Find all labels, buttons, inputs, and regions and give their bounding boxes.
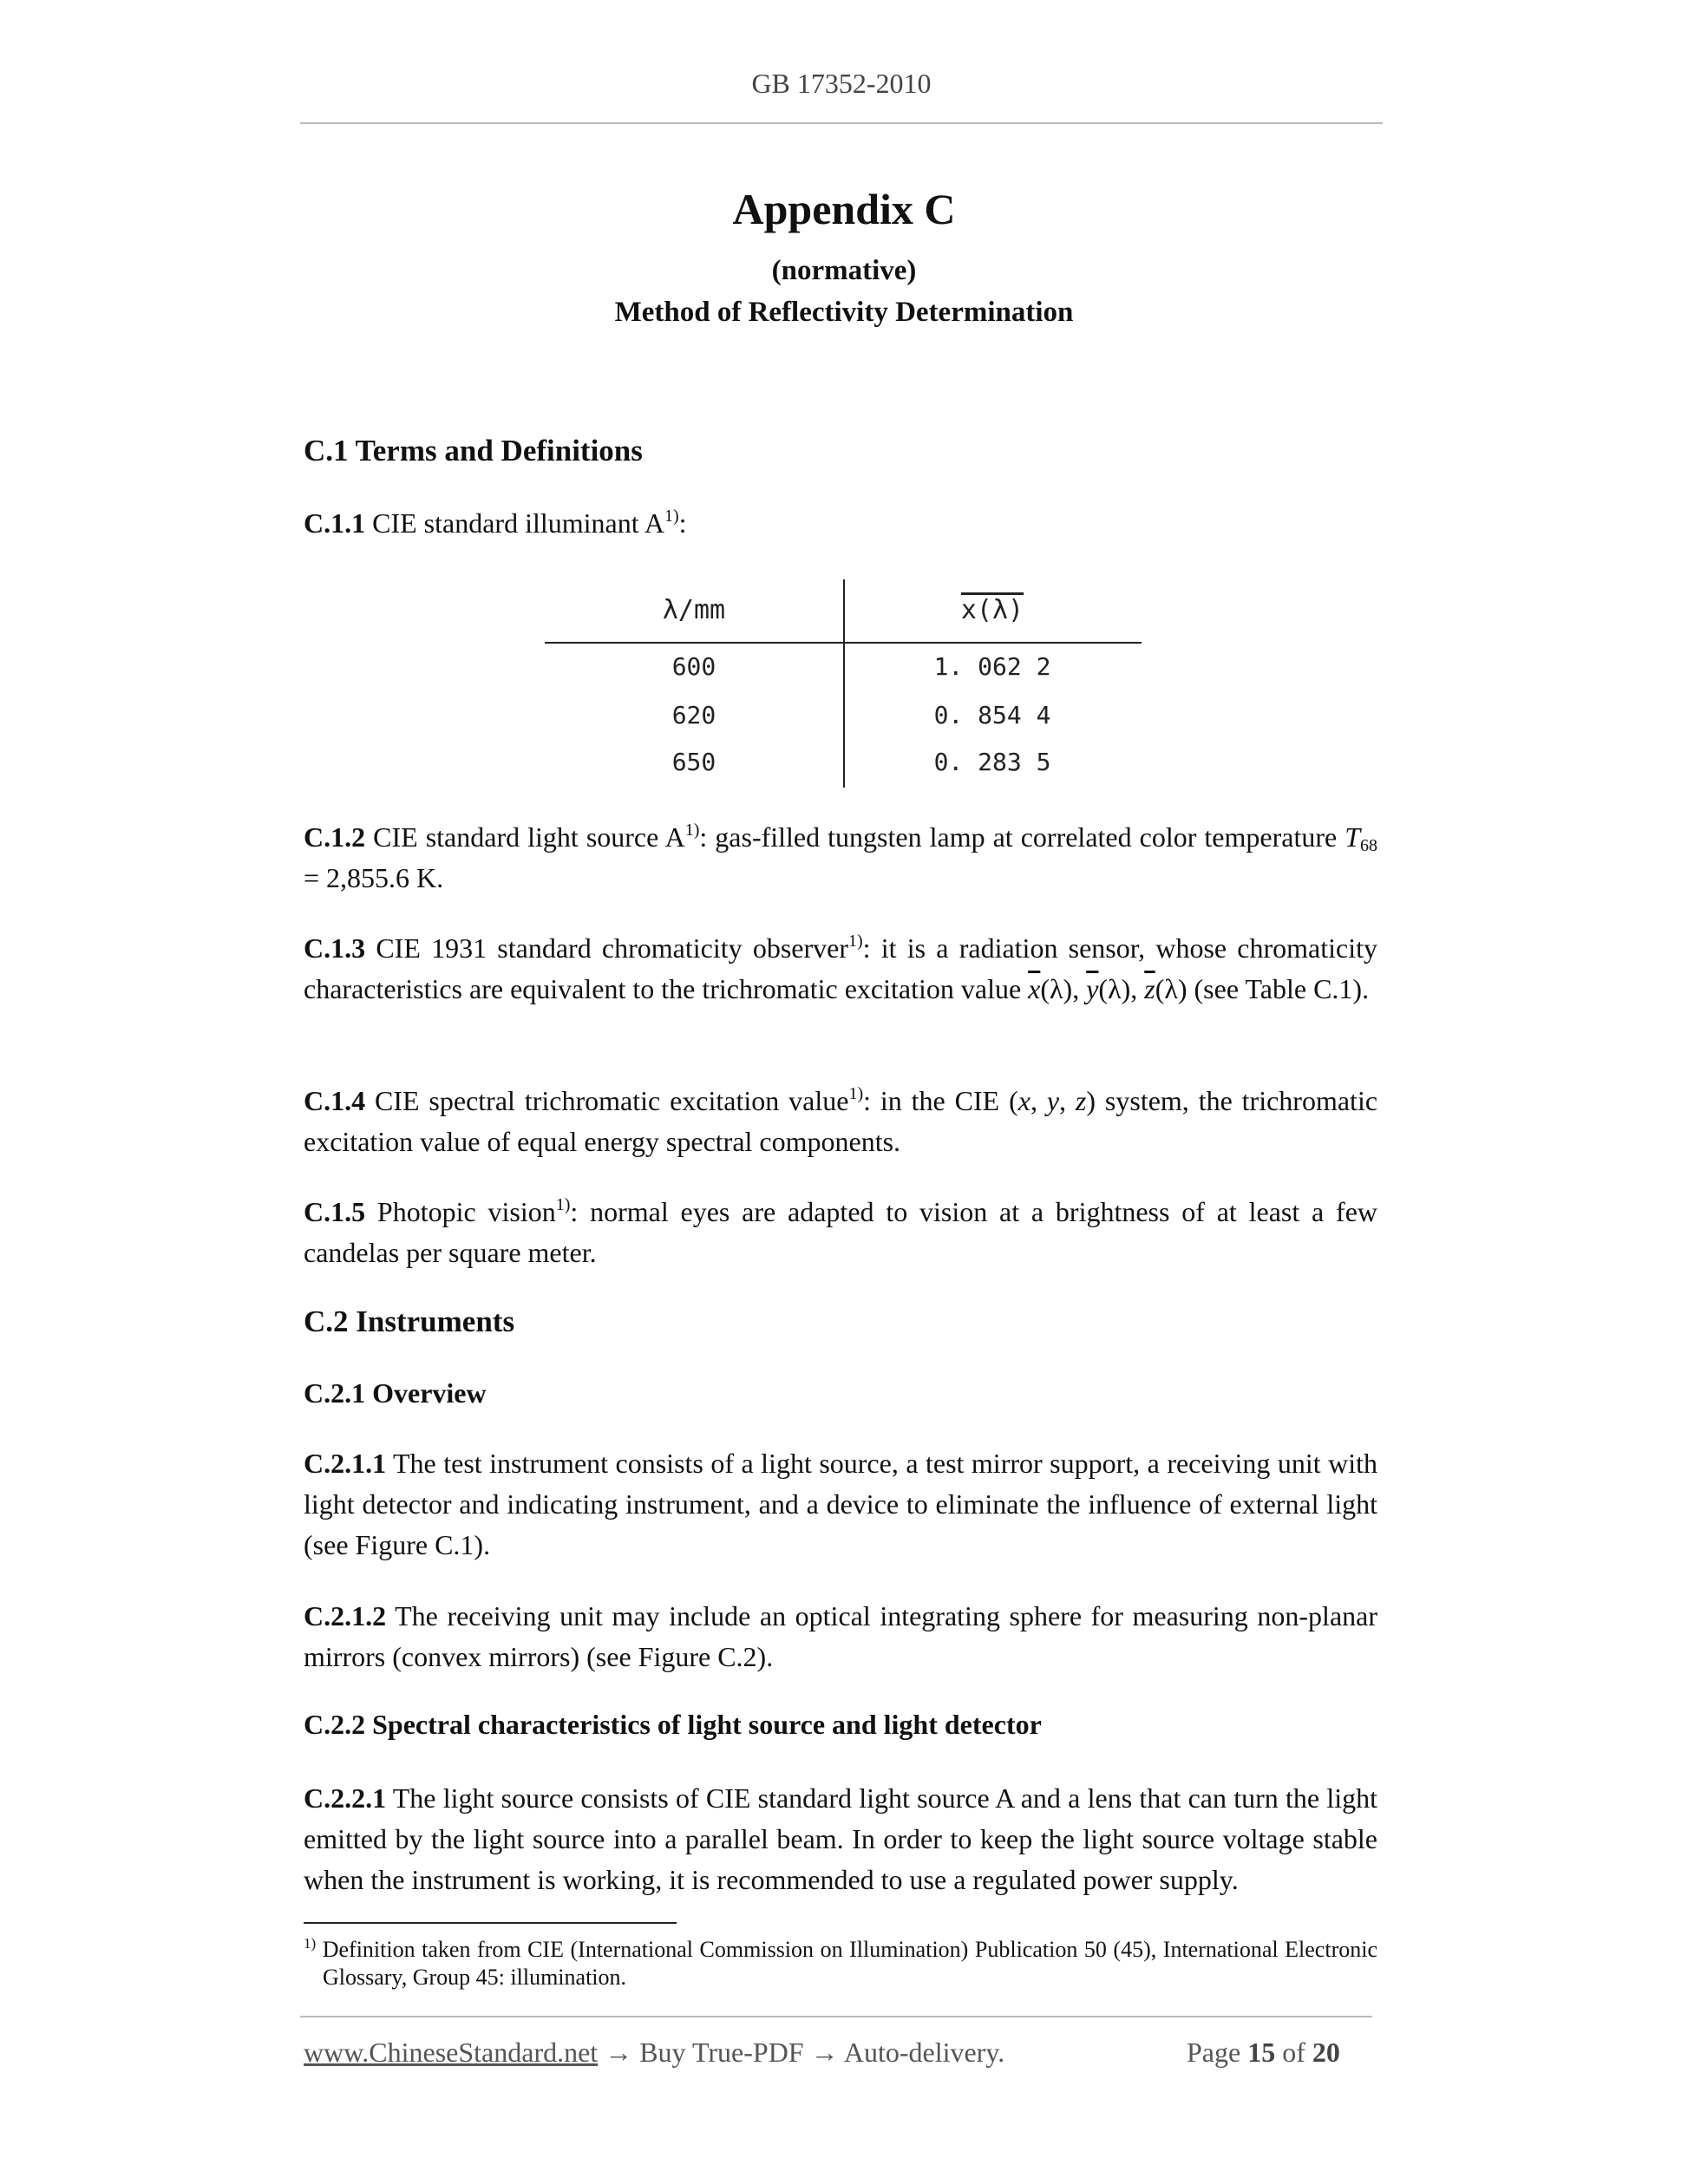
- clause-text: CIE 1931 standard chromaticity observer: [376, 932, 848, 964]
- illuminant-table: [545, 579, 1142, 788]
- table-cell: 0. 854 4: [933, 701, 1051, 729]
- clause-c112: [304, 817, 1377, 899]
- clause-c115: [304, 1192, 1377, 1273]
- table-cell: 650: [671, 748, 716, 776]
- appendix-type: (normative): [771, 255, 917, 286]
- table-cell: 0. 283 5: [933, 748, 1051, 776]
- appendix-title: Appendix C: [732, 185, 956, 233]
- separator: ,: [1072, 973, 1087, 1004]
- clause-c2112: [304, 1596, 1377, 1677]
- footnote-ref: 1): [664, 507, 679, 526]
- footnote-marker: 1): [304, 1935, 317, 1952]
- clause-number: C.1.2: [304, 821, 366, 853]
- header-rule: [300, 122, 1383, 124]
- of-label: of: [1275, 2037, 1312, 2068]
- total-pages: 20: [1312, 2037, 1340, 2068]
- clause-text: The test instrument consists of a light source, a test mirror support, a receiving unit with light detector and indicating instrument, and a device to eliminate the influence of external light (see Figure C.1).: [304, 1448, 1377, 1560]
- table-cell: 1. 062 2: [933, 652, 1051, 681]
- clause-text: : in the CIE (: [863, 1085, 1018, 1116]
- clause-text: ) system, the trichromatic excitation value of equal energy spectral components.: [304, 1085, 1378, 1157]
- variable-t: T: [1345, 821, 1361, 853]
- clause-text: CIE spectral trichromatic excitation value: [375, 1085, 849, 1116]
- clause-c2111: [304, 1443, 1377, 1566]
- clause-c111: [304, 503, 1377, 544]
- clause-text: = 2,855.6 K.: [304, 862, 444, 893]
- clause-number: C.2.1.2: [304, 1600, 387, 1631]
- page-number: 15: [1247, 2037, 1276, 2068]
- var-z: z: [1075, 1085, 1087, 1116]
- clause-text: The receiving unit may include an optical integrating sphere for measuring non-planar mirrors (convex mirrors) (see Figure C.2).: [304, 1600, 1377, 1672]
- footnote: [304, 1936, 1377, 1991]
- x-bar-symbol: $\overline{x}$: [1028, 973, 1041, 1004]
- clause-text: CIE standard light source A: [373, 821, 685, 853]
- separator: ,: [1030, 1085, 1047, 1116]
- clause-text: The light source consists of CIE standard light source A and a lens that can turn the light emitted by the light source into a parallel beam. In order to keep the light source voltage stable when the instrument is working, it is recommended to use a regulated power supply.: [304, 1782, 1377, 1895]
- footnote-ref: 1): [555, 1195, 571, 1214]
- page-header: GB 17352-2010: [751, 68, 932, 99]
- z-bar-symbol: $\overline{z}$: [1144, 973, 1155, 1004]
- separator: ,: [1059, 1085, 1076, 1116]
- clause-c2221: [304, 1778, 1377, 1900]
- footnote-ref: 1): [684, 821, 700, 840]
- clause-text: : normal eyes are adapted to vision at a brightness of at least a few candelas per square meter.: [304, 1196, 1378, 1268]
- section-c21-heading: C.2.1 Overview: [304, 1377, 487, 1409]
- table-cell: 600: [671, 652, 716, 681]
- footer-left: [304, 2037, 1004, 2069]
- lambda-arg: (λ): [1098, 973, 1131, 1004]
- clause-number: C.1.5: [304, 1196, 366, 1227]
- clause-number: C.2.1.1: [304, 1448, 387, 1479]
- page-label: Page: [1187, 2037, 1248, 2068]
- site-link[interactable]: www.ChineseStandard.net: [304, 2037, 599, 2068]
- variable-subscript: 68: [1360, 836, 1378, 855]
- lambda-arg: (λ): [1040, 973, 1073, 1004]
- footnote-ref: 1): [848, 932, 863, 951]
- page-indicator: [1187, 2037, 1340, 2069]
- footnote-text: Definition taken from CIE (International Commission on Illumination) Publication 50 (45), International Electronic Glossary, Group 45: illumination.: [316, 1937, 1377, 1990]
- table-divider-horizontal: [545, 642, 1142, 644]
- clause-text: (see Table C.1).: [1187, 973, 1370, 1004]
- footnote-rule: [304, 1922, 677, 1924]
- section-c2-heading: C.2 Instruments: [304, 1305, 515, 1338]
- table-cell: 620: [671, 701, 716, 729]
- footnote-ref: 1): [848, 1084, 864, 1103]
- clause-number: C.1.4: [304, 1085, 366, 1116]
- clause-text: : gas-filled tungsten lamp at correlated color temperature: [699, 821, 1345, 853]
- y-bar-symbol: $\overline{y}$: [1086, 973, 1099, 1004]
- clause-c113: [304, 928, 1377, 1010]
- var-y: y: [1046, 1085, 1060, 1116]
- var-x: x: [1017, 1085, 1030, 1116]
- table-header-x-lambda: x(λ): [960, 595, 1024, 625]
- appendix-subtitle: Method of Reflectivity Determination: [614, 297, 1074, 328]
- clause-text: CIE standard illuminant A: [372, 507, 664, 539]
- clause-text: : it is a radiation sensor, whose chromaticity characteristics are equivalent to the trichromatic excitation value: [304, 932, 1378, 1004]
- clause-number: C.1.3: [304, 932, 366, 964]
- clause-text: Photopic vision: [376, 1196, 556, 1227]
- clause-number: C.1.1: [304, 507, 366, 539]
- clause-text: :: [678, 507, 687, 539]
- footer-tagline: → Buy True-PDF → Auto-delivery.: [598, 2037, 1005, 2068]
- footer-rule: [300, 2016, 1372, 2017]
- table-header-lambda: λ/mm: [662, 595, 726, 625]
- clause-number: C.2.2.1: [304, 1782, 387, 1814]
- section-c1-heading: C.1 Terms and Definitions: [304, 434, 643, 468]
- section-c22-heading: C.2.2 Spectral characteristics of light source and light detector: [304, 1709, 1042, 1740]
- separator: ,: [1130, 973, 1145, 1004]
- clause-c114: [304, 1081, 1377, 1162]
- lambda-arg: (λ): [1155, 973, 1187, 1004]
